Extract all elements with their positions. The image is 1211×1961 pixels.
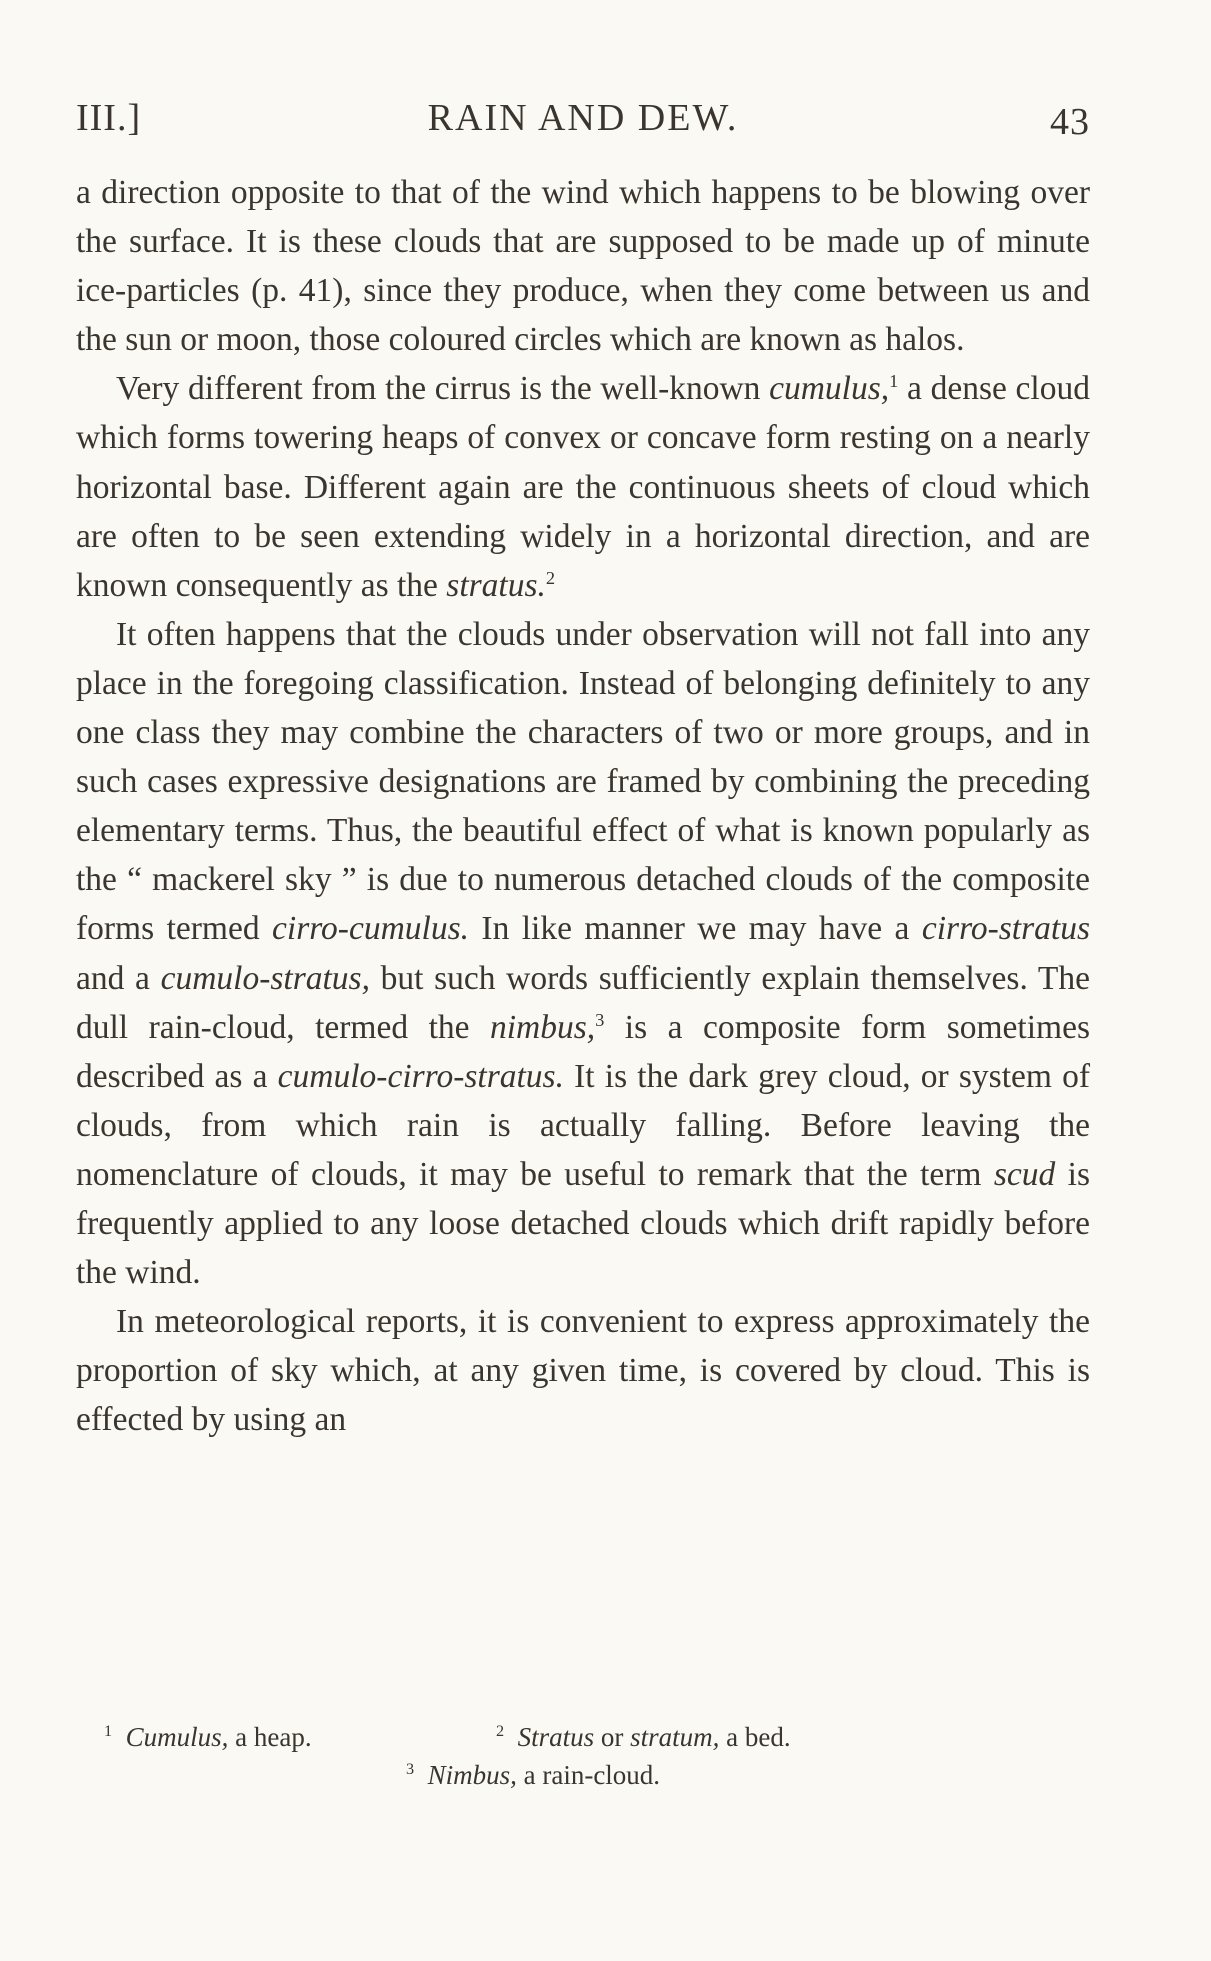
italic-term: cumulo-stratus, — [160, 959, 370, 997]
text-run: but such words sufficiently explain themselves. The dull rain-cloud, termed the — [76, 959, 1090, 1046]
text-run: Very different from the cirrus is the well-known — [116, 370, 770, 408]
footnote-mark: 3 — [406, 1760, 415, 1778]
paragraph — [76, 364, 1090, 609]
body-text — [76, 168, 1090, 1444]
italic-term: cumulo-cirro-stratus. — [277, 1057, 564, 1095]
footnote-mark: 1 — [104, 1722, 113, 1740]
footnote-reference: 1 — [889, 371, 899, 392]
paragraph — [76, 168, 1090, 364]
italic-term: stratus. — [446, 566, 546, 604]
paragraph — [76, 610, 1090, 1297]
footnote-meaning: a rain-cloud. — [516, 1760, 661, 1790]
text-run: a dense cloud which forms towering heaps of convex or concave form resting on a nearly horizontal base. Different again are the continuous sheets of cloud which are often to be seen extending widely in a horizontal direction, and are known consequently as the — [76, 370, 1090, 604]
footnote-term: Cumulus, — [125, 1722, 229, 1752]
italic-term: cumulus, — [769, 370, 890, 408]
footnote-meaning: a bed. — [719, 1722, 791, 1752]
text-run: and a — [76, 959, 161, 997]
text-run: In like manner we may have a — [468, 910, 922, 948]
footnote-2 — [496, 1718, 791, 1756]
footnotes — [76, 1718, 1090, 1794]
italic-term: scud — [993, 1155, 1056, 1193]
footnote-1 — [104, 1718, 312, 1756]
running-header — [76, 96, 1090, 146]
text-run: is frequently applied to any loose detached clouds which drift rapidly before the wind. — [76, 1155, 1090, 1292]
footnote-3 — [406, 1756, 660, 1794]
footnote-term-alt: stratum, — [630, 1722, 720, 1752]
text-run: It is the dark grey cloud, or system of clouds, from which rain is actually falling. Before leaving the nomenclature of clouds, it may be useful to remark that the term — [76, 1057, 1091, 1193]
footnote-meaning: a heap. — [228, 1722, 312, 1752]
footnote-reference: 3 — [595, 1009, 605, 1030]
footnote-term: Stratus — [517, 1722, 595, 1752]
text-run: It often happens that the clouds under observation will not fall into any place in the foregoing classification. Instead of belonging definitely to any one class they may combine the characters of two or more groups, and in such cases expressive designations are framed by combining the preceding elementary terms. Thus, the beautiful effect of what is known popularly as the “ mackerel sky ” is due to numerous detached clouds of the composite forms termed — [76, 615, 1090, 948]
paragraph — [76, 1297, 1090, 1444]
text-run: is a composite form sometimes described as a — [76, 1008, 1090, 1095]
text-run: In meteorological reports, it is convenient to express approximately the proportion of sky which, at any given time, is covered by cloud. This is effected by using an — [76, 1303, 1090, 1439]
italic-term: nimbus, — [489, 1008, 596, 1046]
footnote-connector: or — [594, 1722, 631, 1752]
footnote-reference: 2 — [545, 567, 556, 588]
page-number: 43 — [1050, 101, 1090, 143]
italic-term: cirro-stratus — [921, 910, 1090, 948]
italic-term: cirro-cumulus. — [272, 910, 469, 948]
chapter-marker: III.] — [76, 97, 142, 139]
footnote-term: Nimbus, — [427, 1760, 517, 1790]
running-title: RAIN AND DEW. — [427, 97, 739, 139]
footnote-mark: 2 — [496, 1722, 505, 1740]
text-run: a direction opposite to that of the wind which happens to be blowing over the surface. It is these clouds that are supposed to be made up of minute ice-particles (p. 41), since they produce, when they come between us and the sun or moon, those coloured circles which are known as halos. — [76, 174, 1090, 359]
